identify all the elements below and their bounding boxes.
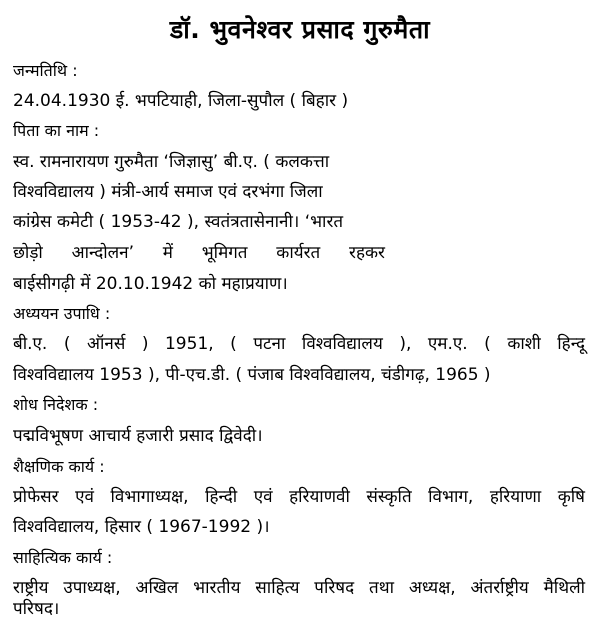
father-detail-line: स्व. रामनारायण गुरुमैता ‘जिज्ञासु’ बी.ए. ( कलकत्ता — [13, 152, 330, 172]
literary-work-line: परिषद। — [13, 599, 60, 619]
father-detail-line: छोड़ो आन्दोलन’ में भूमिगत कार्यरत रहकर — [13, 243, 385, 263]
birth-date-label: जन्मतिथि : — [13, 61, 78, 80]
academic-work-line: प्रोफेसर एवं विभागाध्यक्ष, हिन्दी एवं हरियाणवी संस्कृति विभाग, हरियाणा कृषि — [13, 487, 585, 507]
research-guide-value: पद्मविभूषण आचार्य हजारी प्रसाद द्विवेदी। — [13, 426, 263, 446]
academic-work-line: विश्वविद्यालय, हिसार ( 1967-1992 )। — [13, 517, 270, 537]
father-detail-line: विश्वविद्यालय ) मंत्री-आर्य समाज एवं दरभंगा जिला — [13, 182, 323, 202]
education-label: अध्ययन उपाधि : — [13, 304, 111, 323]
education-detail-line: बी.ए. ( ऑनर्स ) 1951, ( पटना विश्वविद्यालय ), एम.ए. ( काशी हिन्दू — [13, 334, 585, 354]
research-guide-label: शोध निदेशक : — [13, 395, 99, 414]
literary-work-line: राष्ट्रीय उपाध्यक्ष, अखिल भारतीय साहित्य परिषद तथा अध्यक्ष, अंतर्राष्ट्रीय मैथिली — [13, 578, 585, 598]
page-title: डॉ. भुवनेश्वर प्रसाद गुरुमैता — [169, 15, 431, 44]
father-name-label: पिता का नाम : — [13, 121, 100, 140]
academic-work-label: शैक्षणिक कार्य : — [13, 457, 105, 476]
literary-work-label: साहित्यिक कार्य : — [13, 548, 113, 567]
father-detail-line: बाईसीगढ़ी में 20.10.1942 को महाप्रयाण। — [13, 274, 288, 294]
birth-date-value: 24.04.1930 ई. भपटियाही, जिला-सुपौल ( बिहार ) — [13, 91, 349, 111]
education-detail-line: विश्वविद्यालय 1953 ), पी-एच.डी. ( पंजाब विश्वविद्यालय, चंडीगढ़, 1965 ) — [13, 365, 491, 385]
father-detail-line: कांग्रेस कमेटी ( 1953-42 ), स्वतंत्रतासेनानी। ‘भारत — [13, 212, 344, 232]
